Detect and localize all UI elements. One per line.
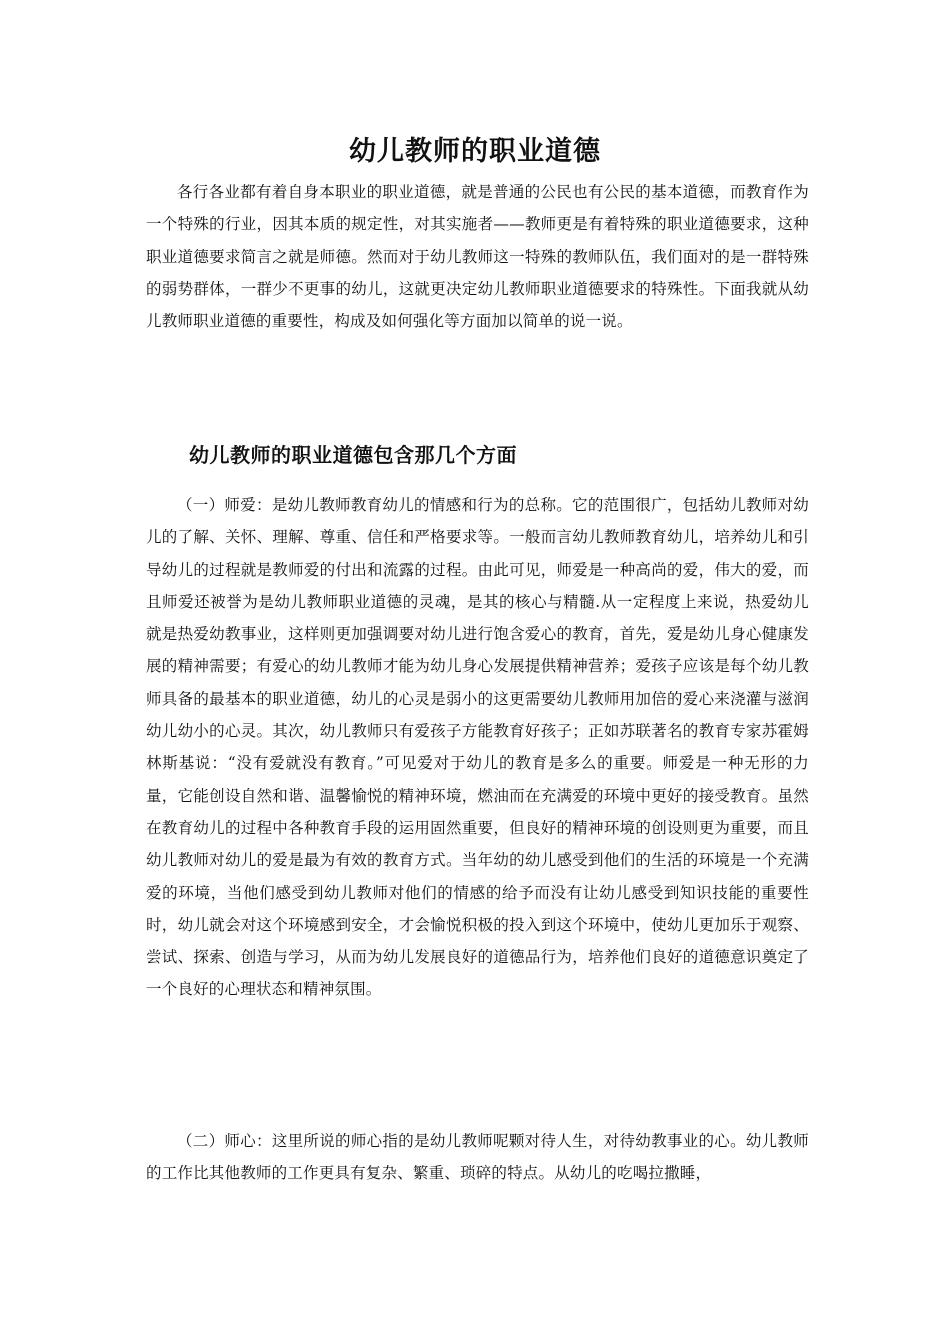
section-heading: 幼儿教师的职业道德包含那几个方面 (189, 443, 517, 467)
body-paragraph-teacher-love: （一）师爱：是幼儿教师教育幼儿的情感和行为的总称。它的范围很广，包括幼儿教师对幼儿的了解、关怀、理解、尊重、信任和严格要求等。一般而言幼儿教师教育幼儿，培养幼儿和引导幼儿的过程就是教师爱的付出和流露的过程。由此可见，师爱是一种高尚的爱，伟大的爱，而且师爱还被誉为是幼儿教师职业道德的灵魂，是其的核心与精髓.从一定程度上来说，热爱幼儿就是热爱幼教事业，这样则更加强调要对幼儿进行饱含爱心的教育，首先，爱是幼儿身心健康发展的精神需要；有爱心的幼儿教师才能为幼儿身心发展提供精神营养；爱孩子应该是每个幼儿教师具备的最基本的职业道德，幼儿的心灵是弱小的这更需要幼儿教师用加倍的爱心来浇灌与滋润幼儿幼小的心灵。其次，幼儿教师只有爱孩子方能教育好孩子；正如苏联著名的教育专家苏霍姆林斯基说：“没有爱就没有教育。”可见爱对于幼儿的教育是多么的重要。师爱是一种无形的力量，它能创设自然和谐、温馨愉悦的精神环境，燃油而在充满爱的环境中更好的接受教育。虽然在教育幼儿的过程中各种教育手段的运用固然重要，但良好的精神环境的创设则更为重要，而且幼儿教师对幼儿的爱是最为有效的教育方式。当年幼的幼儿感受到他们的生活的环境是一个充满爱的环境，当他们感受到幼儿教师对他们的情感的给予而没有让幼儿感受到知识技能的重要性时，幼儿就会对这个环境感到安全，才会愉悦积极的投入到这个环境中，使幼儿更加乐于观察、尝试、探索、创造与学习，从而为幼儿发展良好的道德品行为，培养他们良好的道德意识奠定了一个良好的心理状态和精神氛围。 (146, 496, 809, 999)
document-title: 幼儿教师的职业道德 (349, 136, 601, 167)
intro-paragraph: 各行各业都有着自身本职业的职业道德，就是普通的公民也有公民的基本道德，而教育作为一个特殊的行业，因其本质的规定性，对其实施者——教师更是有着特殊的职业道德要求，这种职业道德要求简言之就是师德。然而对于幼儿教师这一特殊的教师队伍，我们面对的是一群特殊的弱势群体，一群少不更事的幼儿，这就更决定幼儿教师职业道德要求的特殊性。下面我就从幼儿教师职业道德的重要性，构成及如何强化等方面加以简单的说一说。 (146, 183, 809, 331)
body-paragraph-teacher-heart: （二）师心：这里所说的师心指的是幼儿教师呢颗对待人生，对待幼教事业的心。幼儿教师的工作比其他教师的工作更具有复杂、繁重、琐碎的特点。从幼儿的吃喝拉撒睡， (146, 1132, 809, 1183)
